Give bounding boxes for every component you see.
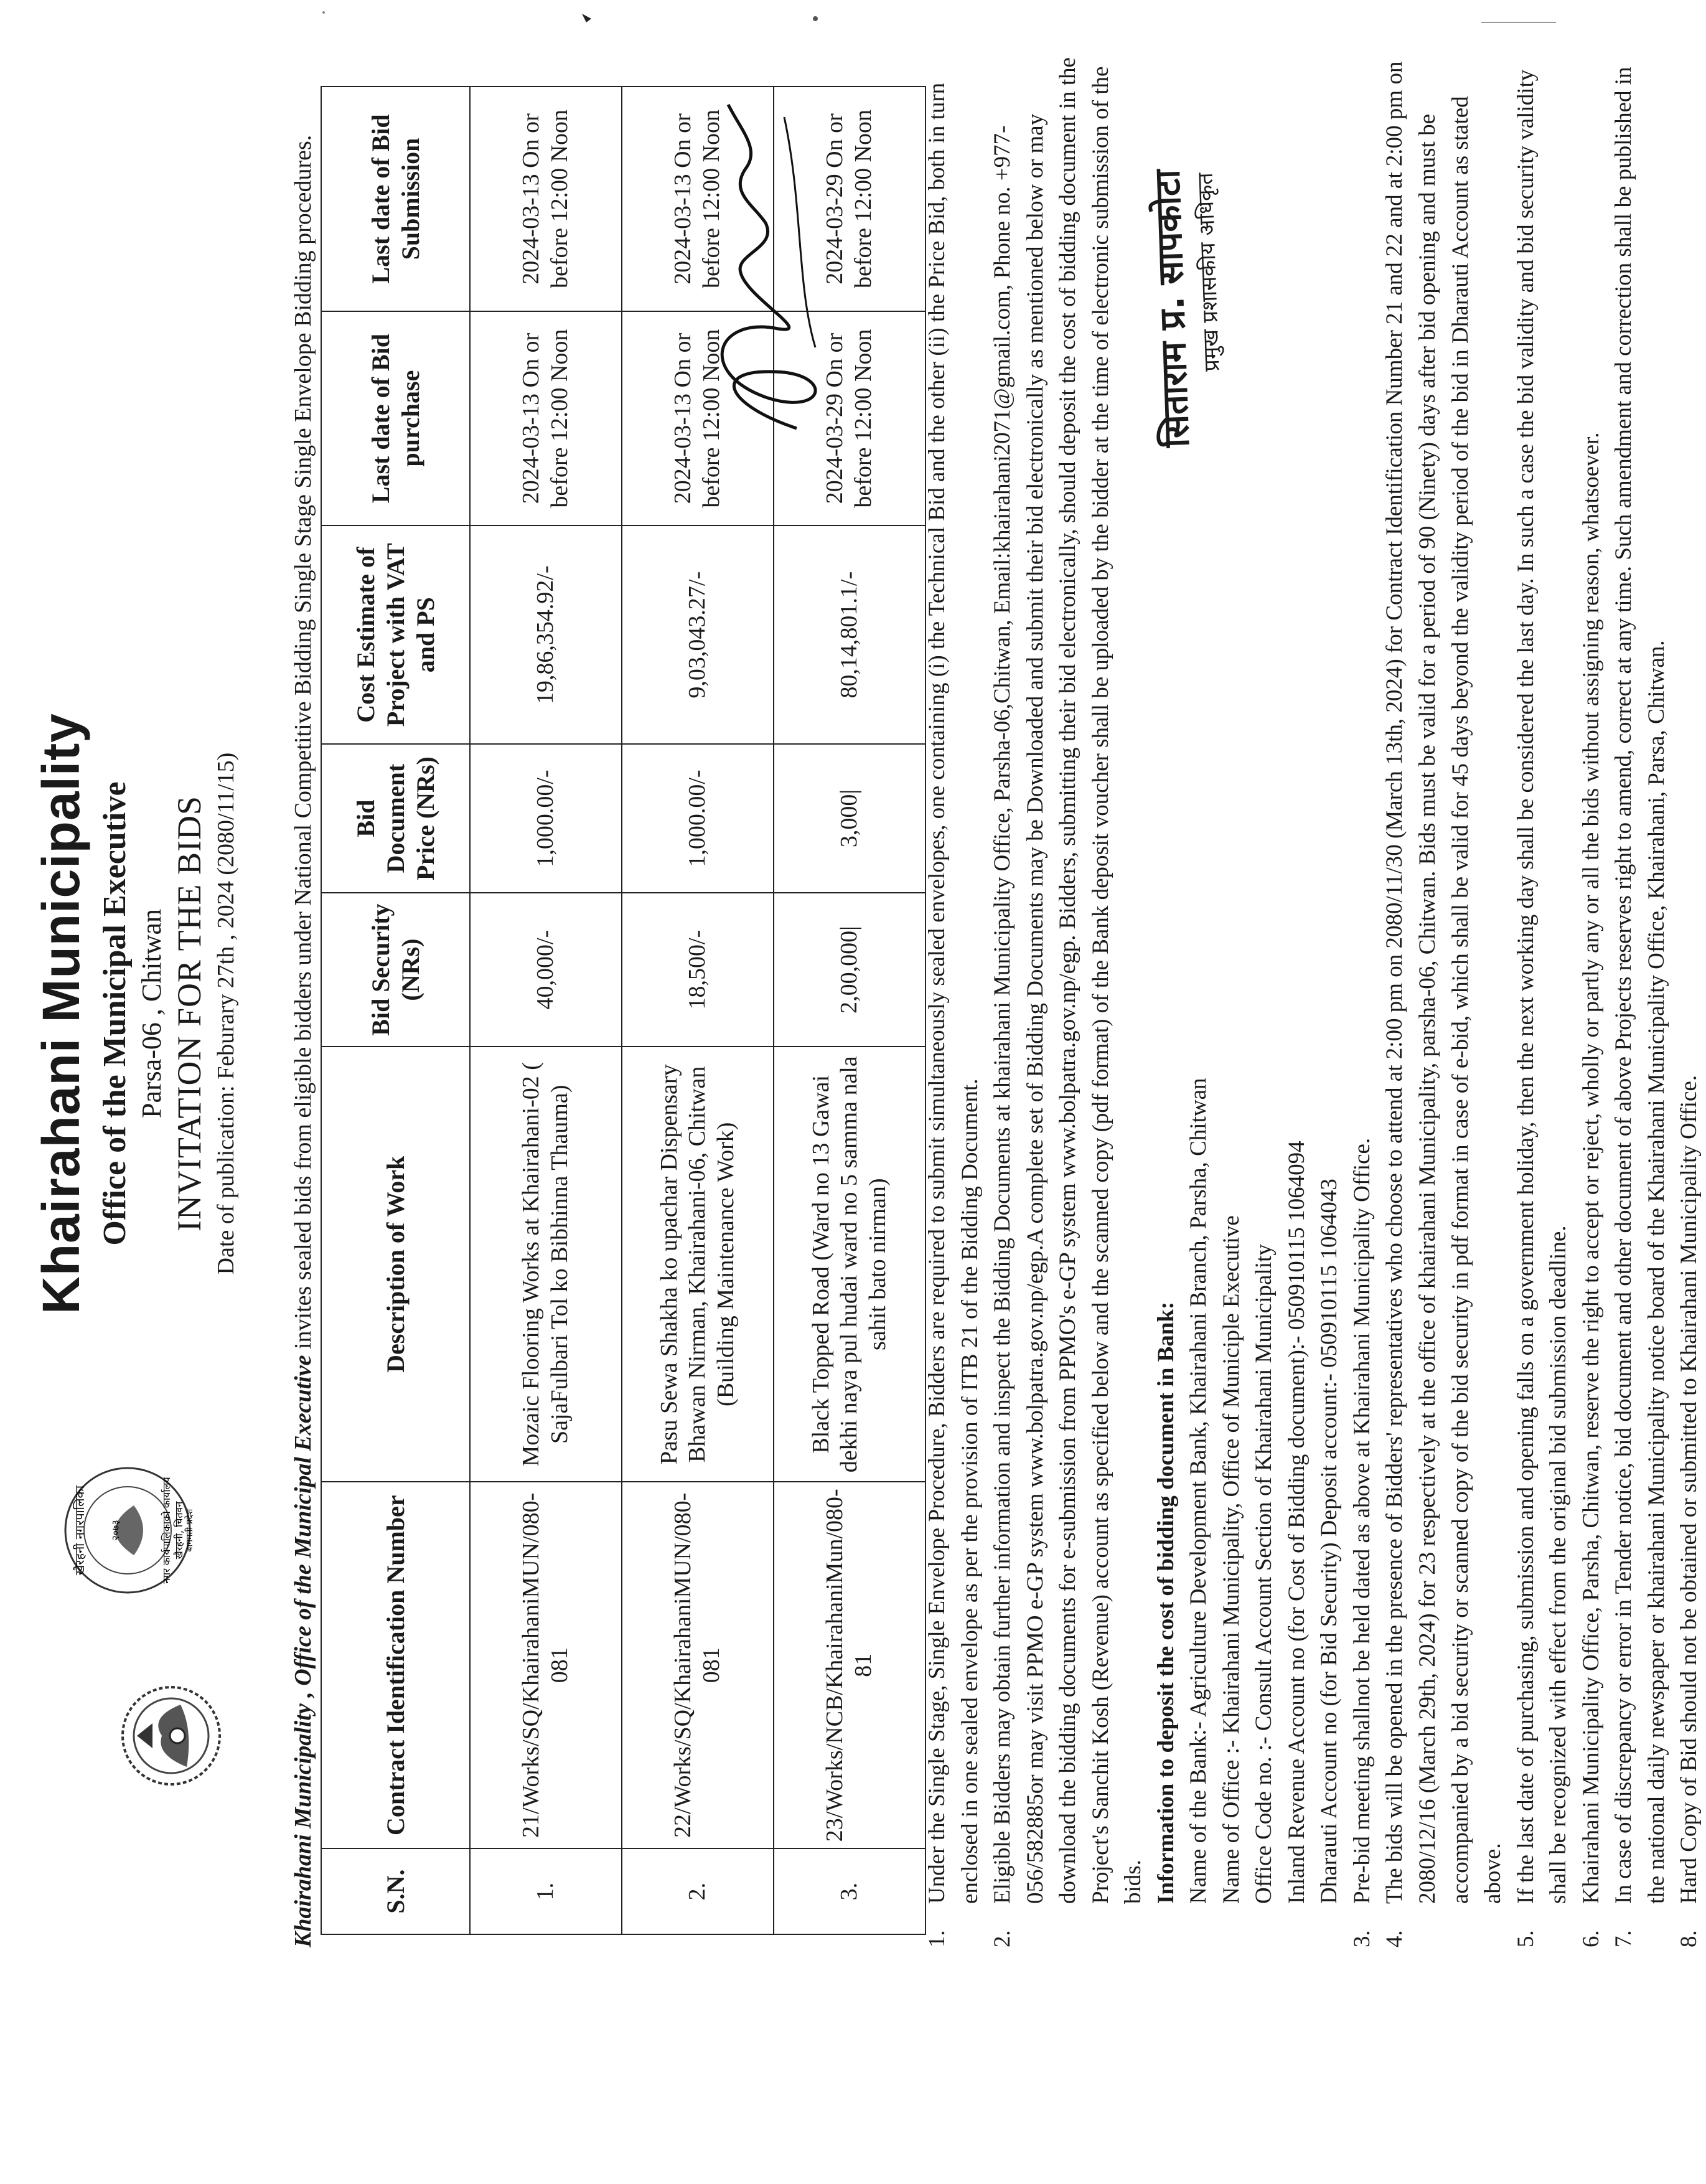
publication-date: Date of publication: Feburary 27th , 2024 (2080/11/15)	[213, 752, 239, 1275]
cell-doc-price: 1,000.00/-	[622, 744, 774, 893]
table-row	[470, 87, 622, 1934]
cell-contract-id: 22/Works/SQ/KhairahaniMUN/080-081	[622, 1482, 774, 1848]
note-number: 3.	[1349, 1930, 1375, 1947]
bank-info-heading: Information to deposit the cost of bidding document in Bank:	[1153, 1301, 1179, 1904]
note-item	[1673, 42, 1706, 1947]
header-bid-security: Bid Security (NRs)	[321, 893, 470, 1047]
bank-line: Name of Office :- Khairahani Municipality, Office of Municiple Executive	[1218, 1215, 1244, 1904]
notice-header	[31, 547, 240, 1480]
header-cost-estimate: Cost Estimate of Project with VAT and PS	[321, 525, 470, 744]
header-sn: S.N.	[321, 1848, 470, 1934]
seal-text-municipality: खैरहनी नगरपालिका	[72, 1485, 87, 1576]
office-name: Office of the Municipal Executive	[97, 781, 133, 1246]
bank-line: Dharauti Account no (for Bid Security) Deposit account:- 050910115 1064043	[1316, 1179, 1343, 1904]
note-number: 4.	[1382, 1930, 1408, 1947]
municipality-title: Khairahani Municipality	[32, 713, 90, 1314]
cell-doc-price: 3,000|	[774, 744, 926, 893]
header-last-purchase: Last date of Bid purchase	[321, 311, 470, 525]
seal-text-year: २०७३	[110, 1520, 121, 1541]
cell-last-purchase: 2024-03-29 On or before 12:00 Noon	[774, 311, 926, 525]
cell-description: Pasu Sewa Shakha ko upachar Dispensary Bhawan Nirman, Khairahani-06, Chitwan (Building Maintenance Work)	[622, 1047, 774, 1482]
municipality-round-seal	[59, 1462, 196, 1599]
header-last-submission: Last date of Bid Submission	[321, 87, 470, 311]
cell-last-purchase: 2024-03-13 On or before 12:00 Noon	[622, 311, 774, 525]
note-text: Under the Single Stage, Single Envelope Procedure, Bidders are required to submit simultaneously sealed envelopes, one containing (i) the Technical Bid and the other (ii) the Price Bid, both in turn enclosed in one sealed envelope as per the provision of ITB 21 of the Bidding Document.	[924, 82, 983, 1904]
header-description: Description of Work	[321, 1047, 470, 1482]
cell-last-submission: 2024-03-13 On or before 12:00 Noon	[470, 87, 622, 311]
note-text: If the last date of purchasing, submission and opening falls on a government holiday, then the next working day shall be considered the last day. In such a case the bid validity and bid security validity shall be recognized with effect from the original bid submission deadline.	[1512, 69, 1572, 1904]
note-item	[921, 42, 987, 1947]
stamp-role: प्रमुख प्रशासकीय अधिकृत	[1193, 172, 1225, 372]
note-item	[1575, 42, 1608, 1947]
cell-cost-estimate: 19,86,354.92/-	[470, 525, 622, 744]
note-text: The bids will be opened in the presence of Bidders' representatives who choose to attend at 2:00 pm on 2080/11/30 (March 13th, 2024) for Contract Identification Number 21 and 22 and at 2:00 pm on 2080/12/16 (March 29th, 2024) for 23 respectively at the office of khairahani Municipality, parsha-06, Chitwan. Bids must be valid for a period of 90 (Ninety) days after bid opening and must be accompanied by a bid security or scanned copy of the bid security in pdf format in case of e-bid, which shall be valid for 45 days beyond the validity period of the bid in Dharauti Account as stated above.	[1382, 61, 1506, 1904]
cell-contract-id: 23/Works/NCB/KhairahaniMun/080-81	[774, 1482, 926, 1848]
seal-text-province: बागमती प्रदेश	[185, 1509, 195, 1552]
note-number: 5.	[1512, 1930, 1539, 1947]
note-text: Khairahani Municipality Office, Parsha, Chitwan, reserve the right to accept or reject, wholly or partly any or all the bids without assigning reason, whatsoever.	[1578, 432, 1604, 1904]
nepal-emblem-logo	[118, 1680, 224, 1792]
bank-line: Inland Revenue Account no (for Cost of Bidding document):- 050910115 1064094	[1283, 1141, 1310, 1904]
note-text: Hard Copy of Bid should not be obtained or submitted to Khairahani Municipality Office.	[1676, 1075, 1702, 1904]
invitation-heading: INVITATION FOR THE BIDS	[171, 795, 208, 1232]
note-number: 7.	[1611, 1930, 1637, 1947]
cell-cost-estimate: 9,03,043.27/-	[622, 525, 774, 744]
note-number: 2.	[990, 1930, 1016, 1947]
note-text: Pre-bid meeting shallnot be held dated as above at Khairahani Municipality Office.	[1349, 1137, 1375, 1904]
cell-sn: 3.	[774, 1848, 926, 1934]
header-contract-id: Contract Identification Number	[321, 1482, 470, 1848]
intro-emphasis: Khairahani Municipality , Office of the Municipal Executive	[290, 1355, 316, 1947]
seal-ring-graphic	[59, 1462, 196, 1599]
note-number: 6.	[1578, 1930, 1604, 1947]
cell-contract-id: 21/Works/SQ/KhairahaniMUN/080-081	[470, 1482, 622, 1848]
note-text: Eligible Bidders may obtain further information and inspect the Bidding Documents at khairahani Municipality Office, Parsha-06,Chitwan, Email:khairahani2071@gmail.com, Phone no. +977-056/582885or may visit PPMO e-GP system www.bolpatra.gov.np/egp.A complete set of Bidding Documents may be Downloaded and submit their bid electronically as mentioned below or may download the bidding documents for e-submission from PPMO's e-GP system www.bolpatra.gov.np/egp. Bidders, submitting their bid electronically, should deposit the cost of bidding document in the Project's Sanchit Kosh (Revenue) account as specified below and the scanned copy (pdf format) of the Bank deposit voucher shall be uploaded by the bidder at the time of electronic submission of the bids.	[990, 57, 1146, 1904]
note-item	[1346, 42, 1379, 1947]
intro-line	[289, 80, 317, 1947]
table-header-row	[321, 87, 470, 1934]
note-number: 8.	[1676, 1930, 1702, 1947]
cell-doc-price: 1,000.00/-	[470, 744, 622, 893]
cell-cost-estimate: 80,14,801.1/-	[774, 525, 926, 744]
cell-bid-security: 40,000/-	[470, 893, 622, 1047]
stamp-name: सिताराम प्र. सापकोटा	[1147, 169, 1197, 448]
seal-text-place: खैरहनी, चितवन	[173, 1501, 185, 1560]
cell-sn: 2.	[622, 1848, 774, 1934]
cell-bid-security: 18,500/-	[622, 893, 774, 1047]
cell-description: Black Topped Road (Ward no 13 Gawai dekhi naya pul hudai ward no 5 samma nala sahit bato nirman)	[774, 1047, 926, 1482]
office-place: Parsa-06 , Chitwan	[136, 908, 167, 1119]
seal-text-office: नगर कार्यपालिकाको कार्यालय	[161, 1477, 172, 1584]
notes-section	[921, 42, 1706, 1947]
note-item	[1379, 42, 1509, 1947]
cell-description: Mozaic Flooring Works at Khairahani-02 ( SajaFulbari Tol ko Bibhinna Thauma)	[470, 1047, 622, 1482]
cell-last-submission: 2024-03-13 On or before 12:00 Noon	[622, 87, 774, 311]
note-item	[987, 42, 1150, 1947]
note-item	[1608, 42, 1673, 1947]
cell-sn: 1.	[470, 1848, 622, 1934]
header-doc-price: Bid Document Price (NRs)	[321, 744, 470, 893]
note-text: In case of discrepancy or error in Tender notice, bid document and other document of above Projects reserves right to amend, correct at any time. Such amendment and correction shall be published in the national daily newspaper or khairahani Municipality notice board of the Khairahani Municipality Office, Khairahani, Parsa, Chitwan.	[1611, 67, 1669, 1904]
cell-last-purchase: 2024-03-13 On or before 12:00 Noon	[470, 311, 622, 525]
officer-stamp	[1138, 60, 1228, 448]
handwritten-signature	[672, 92, 859, 441]
cell-bid-security: 2,00,000|	[774, 893, 926, 1047]
bank-line: Name of the Bank:- Agriculture Development Bank, Khairahani Branch, Parsha, Chitwan	[1186, 1078, 1212, 1904]
note-number: 1.	[924, 1930, 950, 1947]
intro-text: invites sealed bids from eligible bidders under National Competitive Bidding Single Stage Single Envelope Bidding procedures.	[290, 134, 316, 1355]
cell-last-submission: 2024-03-29 On or before 12:00 Noon	[774, 87, 926, 311]
note-item	[1510, 42, 1575, 1947]
bank-line: Office Code no. :- Consult Account Section of Khairahani Municipality	[1251, 1244, 1277, 1904]
